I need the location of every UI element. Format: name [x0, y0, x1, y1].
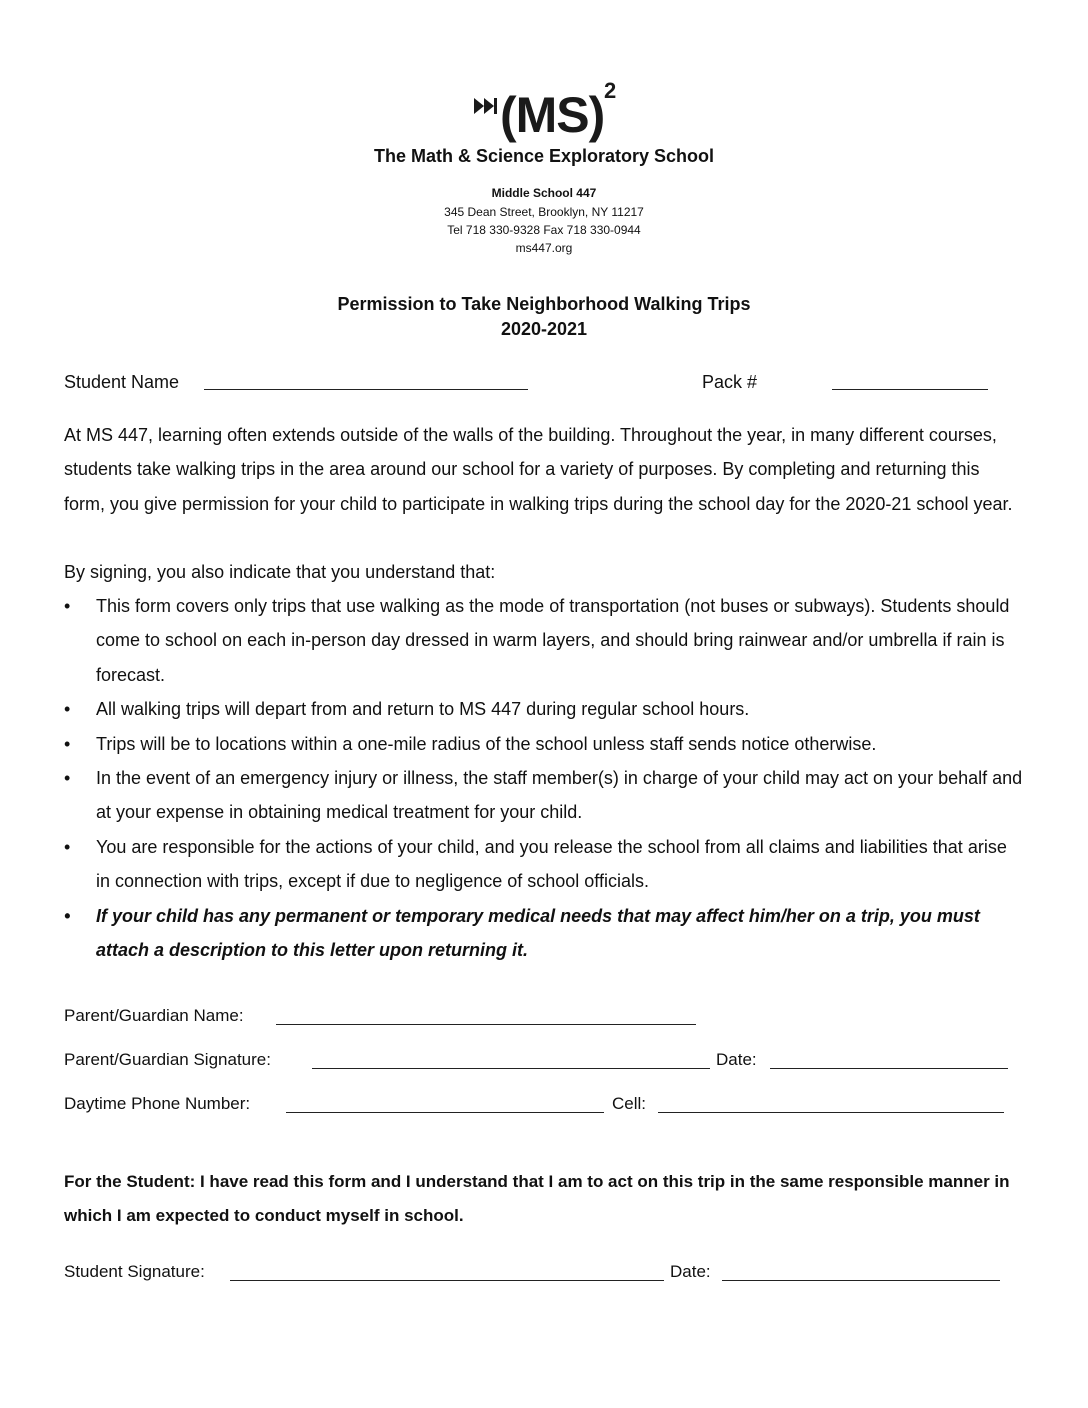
student-statement: For the Student: I have read this form and I understand that I am to act on this trip in the same responsible manner in which I am expected to conduct myself in school. — [64, 1172, 1010, 1226]
parent-name-label: Parent/Guardian Name: — [64, 1006, 244, 1025]
middle-school-label: Middle School 447 — [491, 186, 597, 200]
logo-superscript: 2 — [604, 78, 617, 103]
pack-label: Pack # — [702, 372, 758, 392]
student-signature-line[interactable] — [230, 1280, 664, 1281]
list-item: • In the event of an emergency injury or illness, the staff member(s) in charge of your child may act on your behalf and at your expense in obtaining medical treatment for your child. — [64, 761, 1024, 830]
pack-number-line[interactable] — [832, 389, 988, 390]
list-item: • If your child has any permanent or temporary medical needs that may affect him/her on a trip, you must attach a description to this letter upon returning it. — [64, 899, 1024, 968]
list-item: • Trips will be to locations within a one-mile radius of the school unless staff sends notice otherwise. — [64, 727, 1024, 761]
daytime-phone-label: Daytime Phone Number: — [64, 1094, 251, 1113]
logo-text: (MS) — [500, 87, 605, 143]
intro-paragraph: At MS 447, learning often extends outside of the walls of the building. Throughout the year, in many different courses, students take walking trips in the area around our school for a variety of purposes. By completing and returning this form, you give permission for your child to participate in walking trips during the school day for the 2020-21 school year. — [64, 425, 1013, 514]
parent-date-label: Date: — [716, 1050, 757, 1069]
parent-date-line[interactable] — [770, 1068, 1008, 1069]
school-name: The Math & Science Exploratory School — [373, 146, 715, 166]
parent-name-line[interactable] — [276, 1024, 696, 1025]
understand-statement: By signing, you also indicate that you understand that: — [64, 562, 496, 582]
list-item: • All walking trips will depart from and return to MS 447 during regular school hours. — [64, 692, 1024, 726]
school-address: 345 Dean Street, Brooklyn, NY 11217 — [444, 205, 644, 219]
cell-line[interactable] — [658, 1112, 1004, 1113]
form-title: Permission to Take Neighborhood Walking Trips — [337, 294, 751, 314]
list-item: • This form covers only trips that use walking as the mode of transportation (not buses or subways). Students should come to school on each in-person day dressed in warm layers, and should bring rainwear and/or umbrella if rain is forecast. — [64, 589, 1024, 692]
student-name-label: Student Name — [64, 372, 180, 392]
fast-forward-icon — [474, 96, 500, 116]
student-signature-label: Student Signature: — [64, 1262, 205, 1281]
student-name-line[interactable] — [204, 389, 528, 390]
school-phone-fax: Tel 718 330-9328 Fax 718 330-0944 — [447, 223, 641, 237]
cell-label: Cell: — [612, 1094, 647, 1113]
parent-signature-label: Parent/Guardian Signature: — [64, 1050, 271, 1069]
list-item: • You are responsible for the actions of your child, and you release the school from all claims and liabilities that arise in connection with trips, except if due to negligence of school officials. — [64, 830, 1024, 899]
parent-signature-line[interactable] — [312, 1068, 710, 1069]
form-year: 2020-2021 — [500, 319, 588, 339]
student-date-label: Date: — [670, 1262, 711, 1281]
school-website: ms447.org — [515, 241, 573, 255]
conditions-list — [64, 589, 1024, 967]
daytime-phone-line[interactable] — [286, 1112, 604, 1113]
student-date-line[interactable] — [722, 1280, 1000, 1281]
